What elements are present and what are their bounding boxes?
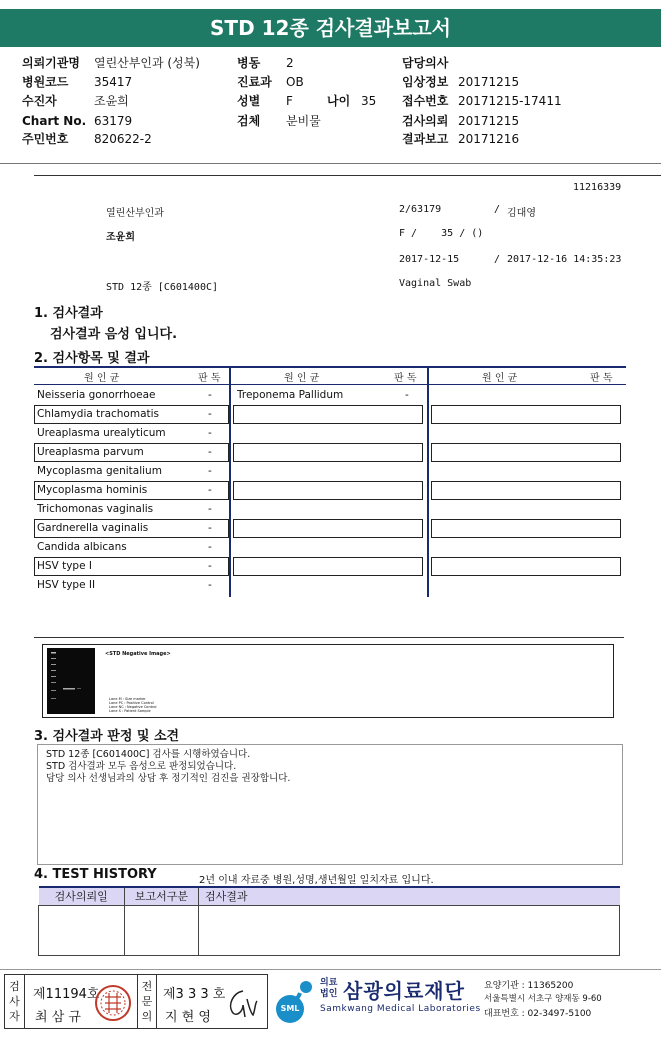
pathogen-result: -	[405, 389, 409, 401]
gel-top-divider	[34, 637, 624, 638]
org-english-name: Samkwang Medical Laboratories	[320, 1004, 481, 1014]
col3-judgement-header: 판 독	[590, 373, 613, 384]
gel-legend-item: Lane M : Size marker	[109, 697, 146, 701]
result-row	[34, 557, 229, 576]
recipient: 조윤희	[94, 94, 129, 108]
report-id: 11216339	[573, 182, 622, 193]
pathogen-result: -	[208, 465, 212, 477]
result-row	[34, 519, 229, 538]
pathogen-name: Candida albicans	[37, 541, 127, 553]
specialist-label	[137, 975, 157, 1028]
test-request-label: 검사의뢰	[402, 114, 449, 128]
gel-legend	[109, 697, 157, 713]
history-cell	[199, 905, 620, 955]
empty-row-box	[233, 443, 423, 462]
doctor-label: 담당의사	[402, 56, 449, 70]
pathogen-name: HSV type I	[37, 560, 92, 572]
pathogen-name: Mycoplasma genitalium	[37, 465, 162, 477]
org-license: 요양기관 : 11365200	[484, 981, 574, 991]
hospital-code: 35417	[94, 75, 133, 89]
footer-divider	[0, 969, 661, 970]
gel-caption: <STD Negative Image>	[105, 651, 171, 657]
examiner-no: 제11194호	[33, 987, 100, 1002]
pathogen-result: -	[208, 427, 212, 439]
pathogen-result: -	[208, 522, 212, 534]
report-sex-age: F / 35 / ()	[399, 228, 484, 239]
gel-legend-item: Lane S : Patient Sample	[109, 709, 151, 713]
requesting-institution-label: 의뢰기관명	[22, 56, 80, 70]
empty-row-box	[233, 405, 423, 424]
pathogen-name: Trichomonas vaginalis	[37, 503, 154, 515]
results-col3	[431, 386, 623, 596]
gel-legend-item: Lane NC : Negative Control	[109, 705, 157, 709]
result-row	[34, 386, 229, 405]
results-grid-divider-1	[229, 366, 231, 597]
report-date-1: 2017-12-15	[399, 254, 460, 265]
age-label: 나이	[327, 94, 351, 108]
results-grid-divider-2	[427, 366, 429, 597]
report-chart: 2/63179	[399, 204, 442, 215]
result-report: 20171216	[458, 132, 520, 146]
specimen-label: 검체	[237, 114, 261, 128]
report-clinic: 열린산부인과	[106, 208, 164, 219]
org-prefix-line: 의료	[320, 978, 338, 988]
test-request: 20171215	[458, 114, 520, 128]
empty-row-box	[431, 519, 621, 538]
report-info	[0, 182, 661, 292]
col3-pathogen-header: 원 인 균	[482, 373, 518, 384]
history-table	[38, 886, 620, 956]
report-title: STD 12종 검사결과보고서	[0, 9, 661, 47]
result-row	[34, 538, 229, 557]
org-address: 서울특별시 서초구 양재동 9-60	[484, 994, 602, 1004]
empty-row-box	[431, 557, 621, 576]
result-row	[34, 500, 229, 519]
remark-line: STD 검사결과 모두 음성으로 판정되었습니다.	[46, 761, 237, 772]
pathogen-name: Ureaplasma parvum	[37, 446, 144, 458]
specialist-label-char: 의	[141, 1010, 153, 1023]
receipt-no-label: 접수번호	[402, 94, 449, 108]
remarks-box	[37, 744, 623, 865]
pathogen-name: Treponema Pallidum	[237, 389, 344, 401]
resident-no-label: 주민번호	[22, 132, 69, 146]
history-cell	[125, 905, 199, 955]
pathogen-result: -	[208, 446, 212, 458]
empty-row-box	[431, 405, 621, 424]
pathogen-name: Ureaplasma urealyticum	[37, 427, 166, 439]
remark-line: STD 12종 [C601400C] 검사를 시행하였습니다.	[46, 749, 251, 760]
ward: 2	[286, 56, 294, 70]
results-col2	[233, 386, 425, 596]
results-col1	[34, 386, 229, 596]
section-4-title: 4. TEST HISTORY	[34, 867, 157, 882]
examiner-label-char: 검	[9, 980, 20, 993]
gel-bands-icon	[47, 648, 95, 714]
pathogen-result: -	[208, 484, 212, 496]
report-patient: 조윤희	[106, 232, 135, 243]
specialist-name: 지 현 영	[165, 1010, 211, 1025]
department: OB	[286, 75, 304, 89]
examiner-label	[5, 975, 25, 1028]
requesting-institution: 열린산부인과 (성북)	[94, 56, 200, 70]
col1-pathogen-header: 원 인 균	[84, 373, 120, 384]
resident-no: 820622-2	[94, 132, 152, 146]
section-1-result: 검사결과 음성 입니다.	[50, 327, 178, 342]
section-3-title: 3. 검사결과 판정 및 소견	[34, 729, 180, 744]
empty-row-box	[233, 481, 423, 500]
age: 35	[361, 94, 377, 108]
patient-header	[0, 52, 661, 152]
history-cell	[39, 905, 125, 955]
org-phone: 대표번호 : 02-3497-5100	[484, 1009, 592, 1019]
report-slash-2: /	[494, 254, 501, 265]
specialist-label-char: 문	[141, 995, 153, 1008]
hospital-code-label: 병원코드	[22, 75, 69, 89]
pathogen-result: -	[208, 503, 212, 515]
examiner-label-char: 사	[9, 995, 20, 1008]
org-prefix-line: 법인	[320, 989, 338, 999]
empty-row-box	[233, 519, 423, 538]
report-test-code: STD 12종 [C601400C]	[106, 282, 219, 293]
examiner-name: 최 삼 규	[35, 1010, 81, 1025]
report-doctor: 김대영	[507, 208, 536, 219]
pathogen-result: -	[208, 408, 212, 420]
result-row	[34, 462, 229, 481]
signature-box	[4, 974, 268, 1029]
receipt-no: 20171215-17411	[458, 94, 562, 108]
chart-no-label: Chart No.	[22, 114, 87, 128]
report-specimen: Vaginal Swab	[399, 278, 472, 289]
section-1-title: 1. 검사결과	[34, 306, 103, 321]
report-slash-1: /	[494, 204, 501, 215]
clinical-info-label: 임상정보	[402, 75, 449, 89]
report-date-2: 2017-12-16 14:35:23	[507, 254, 622, 265]
empty-row-box	[233, 557, 423, 576]
pathogen-name: Mycoplasma hominis	[37, 484, 148, 496]
results-grid-header	[34, 369, 626, 383]
result-row	[34, 424, 229, 443]
pathogen-name: HSV type II	[37, 579, 96, 591]
sex-label: 성별	[237, 94, 261, 108]
ward-label: 병동	[237, 56, 261, 70]
col2-judgement-header: 판 독	[394, 373, 417, 384]
department-label: 진료과	[237, 75, 272, 89]
history-header-date: 검사의뢰일	[39, 887, 125, 905]
specialist-label-char: 전	[141, 980, 153, 993]
sml-logo-badge: SML	[280, 1004, 300, 1013]
pathogen-result: -	[208, 560, 212, 572]
pathogen-result: -	[208, 389, 212, 401]
sex: F	[286, 94, 293, 108]
remark-line: 담당 의사 선생님과의 상담 후 정기적인 검진을 권장합니다.	[46, 773, 291, 784]
gel-image	[47, 648, 95, 714]
result-row	[34, 481, 229, 500]
pathogen-result: -	[208, 579, 212, 591]
result-report-label: 결과보고	[402, 132, 449, 146]
pathogen-name: Gardnerella vaginalis	[37, 522, 149, 534]
clinical-info: 20171215	[458, 75, 520, 89]
col2-pathogen-header: 원 인 균	[284, 373, 320, 384]
col1-judgement-header: 판 독	[198, 373, 221, 384]
result-row	[233, 386, 423, 405]
result-row	[34, 443, 229, 462]
recipient-label: 수진자	[22, 94, 57, 108]
header-divider	[0, 163, 661, 164]
examiner-label-char: 자	[9, 1010, 20, 1023]
pathogen-name: Chlamydia trachomatis	[37, 408, 160, 420]
history-note: 2년 이내 자료중 병원,성명,생년월일 일치자료 입니다.	[199, 875, 434, 886]
pathogen-result: -	[208, 541, 212, 553]
gel-legend-item: Lane PC : Positive Control	[109, 701, 154, 705]
history-header-result: 검사결과	[205, 890, 248, 904]
report-top-divider	[34, 175, 661, 176]
history-header-type: 보고서구분	[125, 887, 199, 905]
chart-no: 63179	[94, 114, 133, 128]
section-2-title: 2. 검사항목 및 결과	[34, 351, 150, 366]
empty-row-box	[431, 481, 621, 500]
specialist-no: 제3 3 3 호	[163, 987, 226, 1002]
sml-logo-icon	[270, 975, 316, 1025]
gel-image-frame	[42, 644, 614, 718]
org-prefix	[320, 978, 337, 1000]
pathogen-name: Neisseria gonorrhoeae	[37, 389, 156, 401]
signature-icon	[223, 985, 263, 1021]
empty-row-box	[431, 443, 621, 462]
specimen: 분비물	[286, 114, 321, 128]
result-row	[34, 405, 229, 424]
results-grid-header-rule	[34, 384, 626, 385]
seal-stamp-icon	[93, 983, 133, 1023]
org-name: 삼광의료재단	[343, 979, 465, 1003]
results-grid-top-rule	[34, 366, 626, 368]
result-row	[34, 576, 229, 595]
